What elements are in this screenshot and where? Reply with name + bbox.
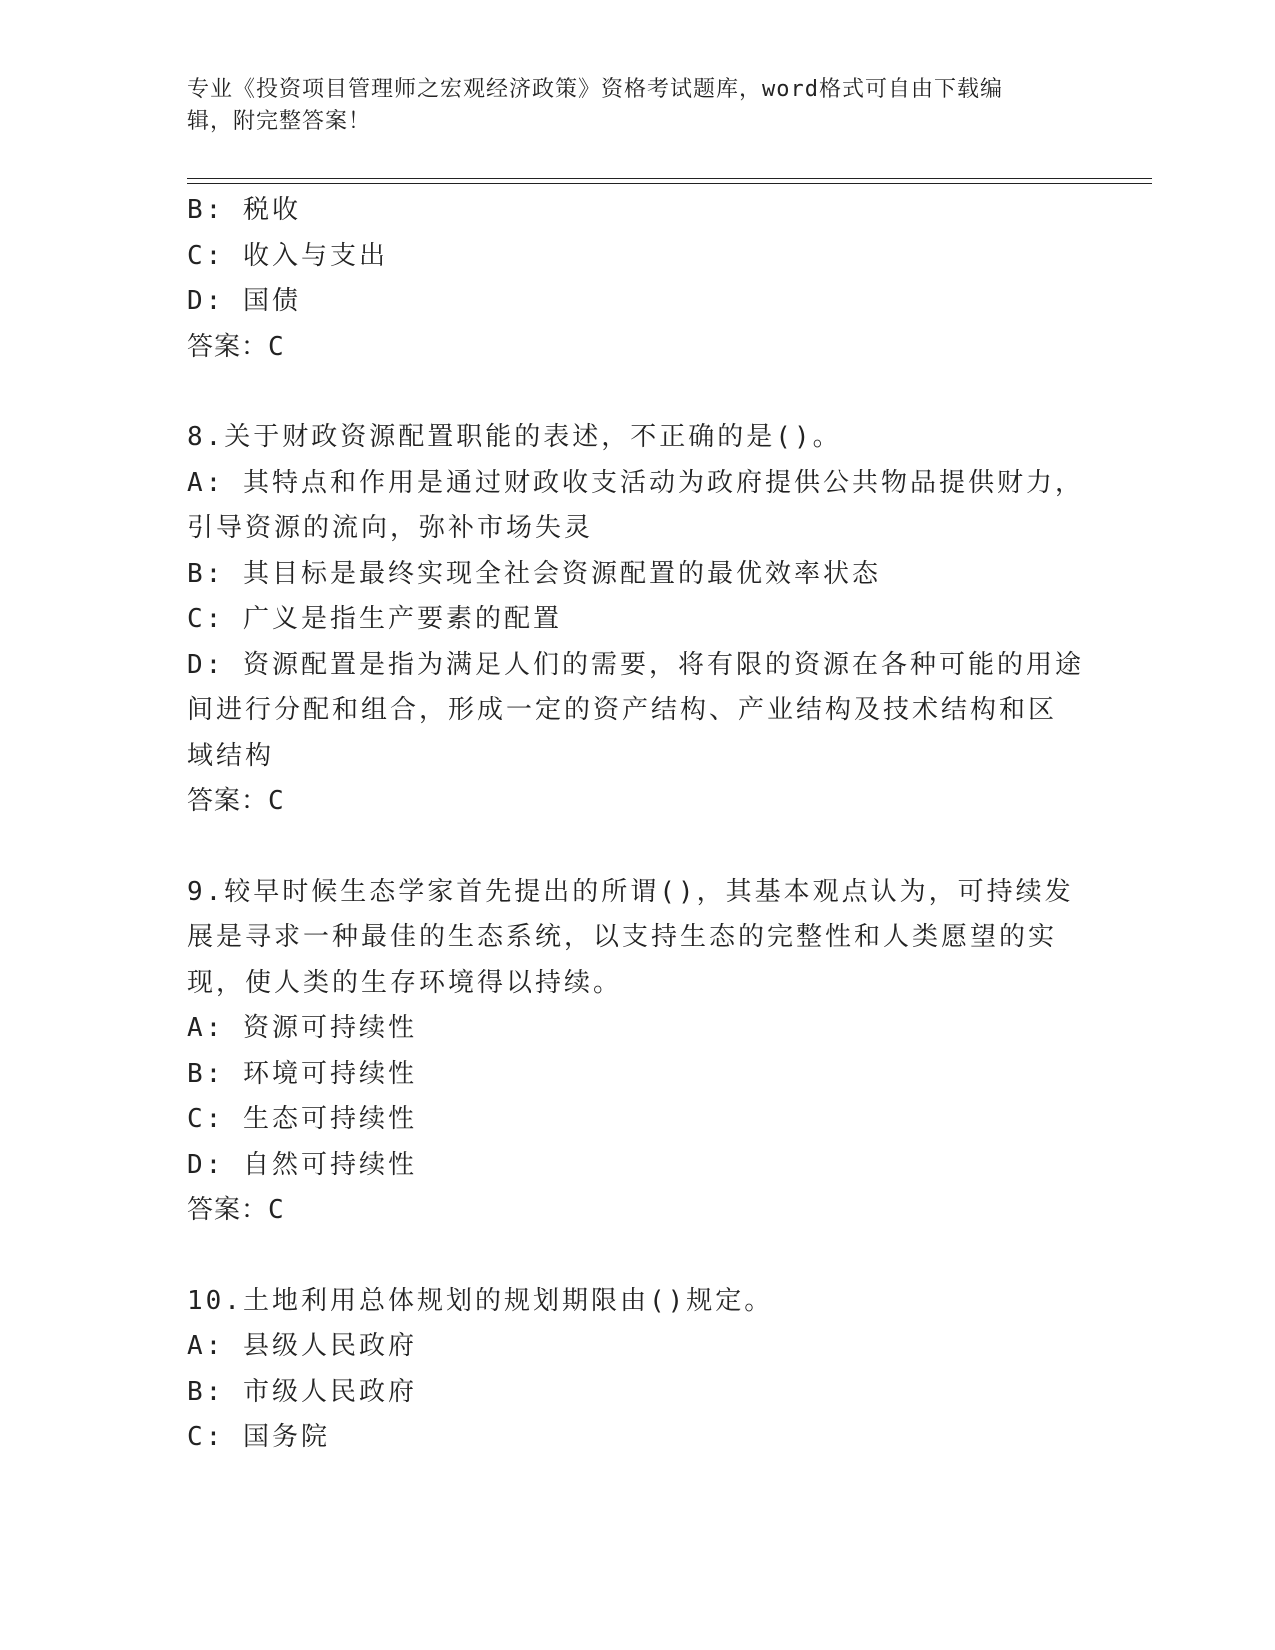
spacer: [187, 1234, 1087, 1279]
spacer: [187, 825, 1087, 870]
option-a: A: 县级人民政府: [187, 1331, 417, 1361]
header-divider: [187, 178, 1152, 184]
option-a: A: 资源可持续性: [187, 1013, 417, 1043]
answer-text: 答案：C: [187, 331, 285, 362]
previous-question: [187, 188, 1087, 370]
option-b: B: 市级人民政府: [187, 1376, 417, 1407]
option-c: C: 广义是指生产要素的配置: [187, 604, 562, 634]
question-stem-continued: 现，使人类的生存环境得以持续。: [187, 967, 623, 998]
header-line: 专业《投资项目管理师之宏观经济政策》资格考试题库，word格式可自由下载编: [187, 77, 1003, 102]
question-10: [187, 1279, 1087, 1461]
document-header: [187, 74, 1067, 138]
question-stem-continued: 展是寻求一种最佳的生态系统，以支持生态的完整性和人类愿望的实: [187, 922, 1058, 952]
option-a-continued: 引导资源的流向，弥补市场失灵: [187, 513, 594, 543]
option-a: A: 其特点和作用是通过财政收支活动为政府提供公共物品提供财力，: [187, 467, 1084, 498]
option-b: B: 环境可持续性: [187, 1058, 417, 1089]
question-9: [187, 870, 1087, 1234]
option-d: D: 资源配置是指为满足人们的需要，将有限的资源在各种可能的用途: [187, 649, 1084, 680]
answer-text: 答案：C: [187, 786, 285, 816]
question-stem: 9.较早时候生态学家首先提出的所谓()，其基本观点认为，可持续发: [187, 876, 1074, 907]
question-stem: 10.土地利用总体规划的规划期限由()规定。: [187, 1285, 774, 1316]
question-8: [187, 415, 1087, 825]
question-stem: 8.关于财政资源配置职能的表述，不正确的是()。: [187, 422, 842, 452]
option-d: D: 自然可持续性: [187, 1149, 417, 1180]
answer-text: 答案：C: [187, 1195, 285, 1225]
option-c: C: 生态可持续性: [187, 1104, 417, 1134]
option-c: C: 收入与支出: [187, 240, 388, 271]
option-c: C: 国务院: [187, 1422, 330, 1452]
header-line: 辑，附完整答案！: [187, 109, 372, 134]
option-b: B: 税收: [187, 195, 301, 225]
spacer: [187, 370, 1087, 415]
option-b: B: 其目标是最终实现全社会资源配置的最优效率状态: [187, 558, 881, 589]
question-content: [187, 188, 1087, 1461]
option-d: D: 国债: [187, 286, 301, 316]
option-d-continued: 域结构: [187, 740, 275, 771]
option-d-continued: 间进行分配和组合，形成一定的资产结构、产业结构及技术结构和区: [187, 695, 1058, 725]
